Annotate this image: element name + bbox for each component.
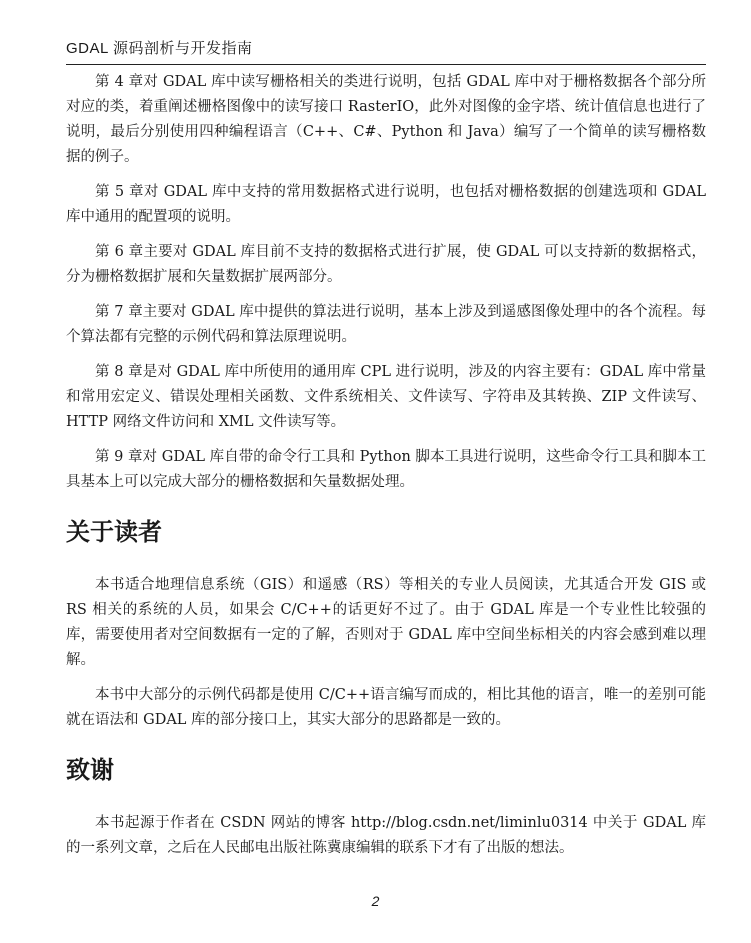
- page-content: [66, 70, 706, 871]
- section-heading-acknowledgements: 致谢: [66, 756, 114, 784]
- paragraph-chapter-7: 第 7 章主要对 GDAL 库中提供的算法进行说明，基本上涉及到遥感图像处理中的各个流程。每个算法都有完整的示例代码和算法原理说明。: [66, 304, 706, 345]
- page-number: 2: [371, 893, 380, 909]
- paragraph-readers-code-language: 本书中大部分的示例代码都是使用 C/C++语言编写而成的，相比其他的语言，唯一的差别可能就在语法和 GDAL 库的部分接口上，其实大部分的思路都是一致的。: [66, 687, 706, 728]
- paragraph-acknowledgements: 本书起源于作者在 CSDN 网站的博客 http://blog.csdn.net/liminlu0314 中关于 GDAL 库的一系列文章，之后在人民邮电出版社陈冀康编辑的联系下才有了出版的想法。: [66, 815, 706, 856]
- paragraph-chapter-4: 第 4 章对 GDAL 库中读写栅格相关的类进行说明，包括 GDAL 库中对于栅格数据各个部分所对应的类，着重阐述栅格图像中的读写接口 RasterIO，此外对图像的金字塔、统计值信息也进行了说明，最后分别使用四种编程语言（C++、C#、Python 和 Java）编写了一个简单的读写栅格数据的例子。: [66, 74, 706, 165]
- paragraph-readers-audience: 本书适合地理信息系统（GIS）和遥感（RS）等相关的专业人员阅读，尤其适合开发 GIS 或 RS 相关的系统的人员，如果会 C/C++的话更好不过了。由于 GDAL 库是一个专业性比较强的库，需要使用者对空间数据有一定的了解，否则对于 GDAL 库中空间坐标相关的内容会感到难以理解。: [66, 577, 706, 668]
- paragraph-chapter-9: 第 9 章对 GDAL 库自带的命令行工具和 Python 脚本工具进行说明，这些命令行工具和脚本工具基本上可以完成大部分的栅格数据和矢量数据处理。: [66, 449, 706, 490]
- running-header-title: GDAL 源码剖析与开发指南: [66, 40, 253, 57]
- paragraph-chapter-8: 第 8 章是对 GDAL 库中所使用的通用库 CPL 进行说明，涉及的内容主要有：GDAL 库中常量和常用宏定义、错误处理相关函数、文件系统相关、文件读写、字符串及其转换、ZIP 文件读写、HTTP 网络文件访问和 XML 文件读写等。: [66, 364, 706, 430]
- paragraph-chapter-6: 第 6 章主要对 GDAL 库目前不支持的数据格式进行扩展，使 GDAL 可以支持新的数据格式，分为栅格数据扩展和矢量数据扩展两部分。: [66, 244, 706, 285]
- paragraph-chapter-5: 第 5 章对 GDAL 库中支持的常用数据格式进行说明，也包括对栅格数据的创建选项和 GDAL 库中通用的配置项的说明。: [66, 184, 706, 225]
- running-header: [66, 36, 706, 65]
- section-heading-readers: 关于读者: [66, 518, 162, 546]
